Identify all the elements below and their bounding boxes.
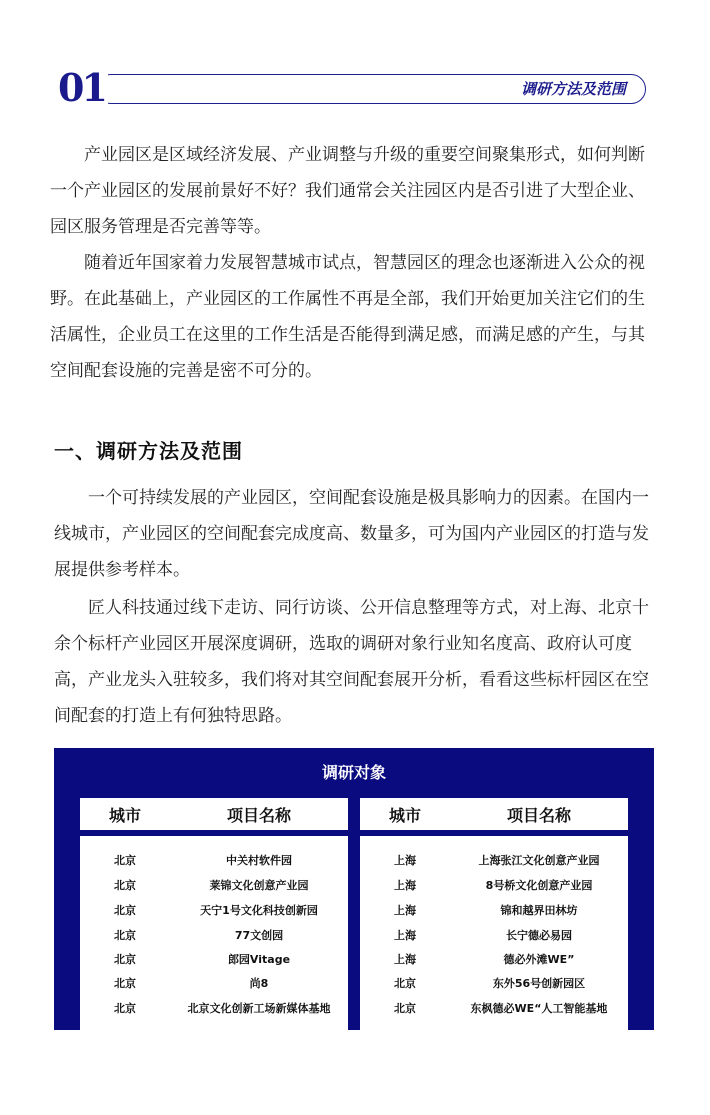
city-cell: 上海	[394, 953, 416, 966]
city-cell: 上海	[394, 929, 416, 942]
table-row	[360, 875, 628, 895]
column-header-city: 城市	[108, 805, 141, 825]
project-cell: 莱锦文化创意产业园	[209, 879, 309, 892]
city-cell: 北京	[114, 854, 136, 867]
section-paragraph-1: 一个可持续发展的产业园区，空间配套设施是极具影响力的因素。在国内一线城市，产业园区的空间配套完成度高、数量多，可为国内产业园区的打造与发展提供参考样本。	[54, 488, 649, 580]
table-row	[80, 925, 348, 945]
table-header-left	[80, 798, 348, 830]
city-cell: 北京	[114, 953, 136, 966]
project-cell: 锦和越界田林坊	[500, 904, 578, 917]
section-header	[58, 65, 648, 110]
intro-paragraph-2: 随着近年国家着力发展智慧城市试点，智慧园区的理念也逐渐进入公众的视野。在此基础上，产业园区的工作属性不再是全部，我们开始更加关注它们的生活属性，企业员工在这里的工作生活是否能得到满足感，而满足感的产生，与其空间配套设施的完善是密不可分的。	[50, 253, 645, 381]
header-title: 调研方法及范围	[520, 80, 626, 98]
project-cell: 77文创园	[234, 929, 284, 942]
table-row	[80, 973, 348, 993]
project-cell: 东枫德必WE“人工智能基地	[470, 1002, 608, 1015]
project-cell: 8号桥文化创意产业园	[485, 879, 593, 892]
table-row	[360, 949, 628, 969]
section-paragraph-2: 匠人科技通过线下走访、同行访谈、公开信息整理等方式，对上海、北京十余个标杆产业园区开展深度调研，选取的调研对象行业知名度高、政府认可度高，产业龙头入驻较多，我们将对其空间配套展开分析，看看这些标杆园区在空间配套的打造上有何独特思路。	[54, 598, 649, 726]
column-header-project: 项目名称	[506, 805, 571, 825]
table-row	[360, 900, 628, 920]
city-cell: 北京	[114, 977, 136, 990]
table-row	[80, 875, 348, 895]
table-row	[80, 850, 348, 870]
table-title: 调研对象	[321, 763, 386, 782]
table-header-right	[360, 798, 628, 830]
city-cell: 北京	[394, 1002, 416, 1015]
table-row	[80, 949, 348, 969]
project-cell: 天宁1号文化科技创新园	[200, 904, 318, 917]
city-cell: 北京	[394, 977, 416, 990]
table-row	[360, 850, 628, 870]
table-row	[80, 998, 348, 1018]
research-targets-table	[54, 748, 654, 1030]
table-row	[80, 900, 348, 920]
table-body-right	[360, 836, 628, 1030]
project-cell: 郎园Vitage	[227, 953, 291, 966]
city-cell: 北京	[114, 929, 136, 942]
project-cell: 东外56号创新园区	[492, 977, 586, 990]
table-row	[360, 973, 628, 993]
column-header-project: 项目名称	[226, 805, 291, 825]
project-cell: 长宁德必易园	[506, 929, 572, 942]
intro-paragraph-1: 产业园区是区域经济发展、产业调整与升级的重要空间聚集形式，如何判断一个产业园区的发展前景好不好？我们通常会关注园区内是否引进了大型企业、园区服务管理是否完善等等。	[50, 145, 645, 237]
table-body-left	[80, 836, 348, 1030]
city-cell: 上海	[394, 854, 416, 867]
section-title: 一、调研方法及范围	[54, 439, 243, 463]
project-cell: 北京文化创新工场新媒体基地	[187, 1002, 331, 1015]
city-cell: 上海	[394, 904, 416, 917]
city-cell: 北京	[114, 904, 136, 917]
project-cell: 尚8	[249, 977, 269, 990]
city-cell: 北京	[114, 1002, 136, 1015]
project-cell: 德必外滩WE”	[503, 953, 575, 966]
column-header-city: 城市	[388, 805, 421, 825]
city-cell: 北京	[114, 879, 136, 892]
project-cell: 中关村软件园	[226, 854, 292, 867]
section-number: 01	[58, 68, 108, 108]
table-row	[360, 998, 628, 1018]
project-cell: 上海张江文化创意产业园	[478, 854, 600, 867]
table-row	[360, 925, 628, 945]
city-cell: 上海	[394, 879, 416, 892]
